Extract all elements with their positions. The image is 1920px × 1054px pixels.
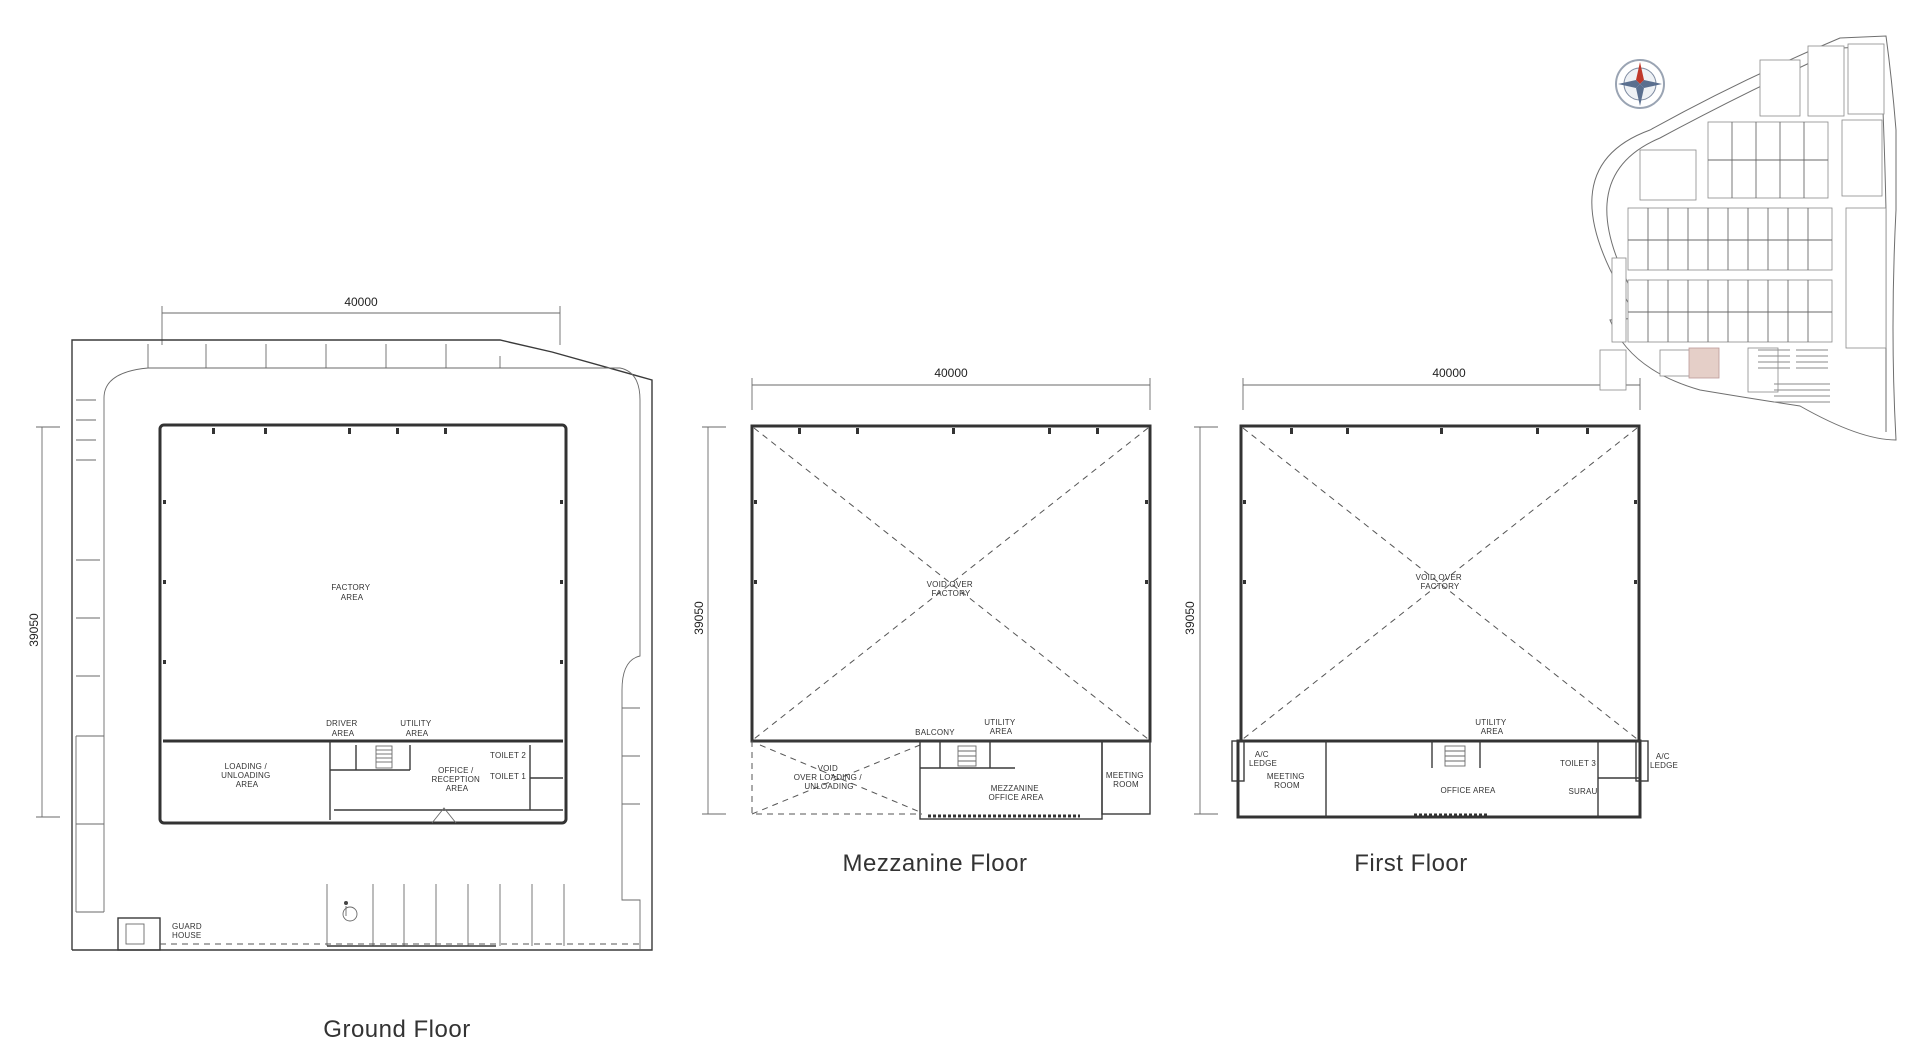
first-label-meeting: MEETING ROOM (1266, 772, 1305, 790)
wheelchair-icon (343, 901, 357, 921)
ground-driveway-edge (104, 344, 640, 950)
ground-depth-label: 39050 (27, 613, 41, 647)
room-label-office: OFFICE / RECEPTION AREA (431, 766, 481, 793)
first-depth-label: 39050 (1183, 601, 1197, 635)
first-label-void-factory: VOID OVER FACTORY (1415, 573, 1462, 591)
first-label-office: OFFICE AREA (1440, 786, 1496, 795)
room-label-toilet-1: TOILET 1 (490, 772, 526, 781)
mezzanine-stairs (958, 746, 976, 766)
first-width-label: 40000 (1432, 366, 1466, 380)
ground-floor-plan (27, 295, 652, 1043)
ground-stairs (376, 746, 392, 768)
mezzanine-width-label: 40000 (934, 366, 968, 380)
room-label-utility: UTILITY AREA (400, 719, 432, 738)
first-label-utility: UTILITY AREA (1475, 718, 1507, 736)
key-plan-highlighted-lot (1689, 348, 1719, 378)
ground-floor-title: Ground Floor (323, 1016, 471, 1043)
mezz-label-balcony: BALCONY (915, 728, 955, 737)
ground-columns (163, 428, 563, 664)
first-floor-plan (1183, 366, 1678, 877)
mezz-label-meeting: MEETING ROOM (1105, 771, 1144, 789)
ground-left-parking (76, 400, 104, 912)
mezz-label-void-factory: VOID OVER FACTORY (926, 580, 973, 598)
first-depth-dimension (1183, 427, 1218, 814)
ground-building-wall (160, 425, 566, 823)
mezzanine-floor-plan (692, 366, 1150, 877)
first-label-ac-ledge-right: A/C LEDGE (1649, 752, 1679, 770)
room-label-guard-house: GUARD HOUSE (172, 922, 202, 940)
room-label-driver: DRIVER AREA (326, 719, 358, 738)
mezzanine-depth-label: 39050 (692, 601, 706, 635)
mezzanine-width-dimension (752, 366, 1150, 410)
ground-bottom-parking (160, 884, 640, 946)
room-label-toilet-2: TOILET 2 (490, 751, 526, 760)
room-label-loading: LOADING / UNLOADING AREA (221, 762, 271, 789)
ground-depth-dimension (27, 427, 60, 817)
mezz-label-void-loading: VOID OVER LOADING / UNLOADING (793, 764, 862, 791)
ground-width-label: 40000 (344, 295, 378, 309)
first-floor-title: First Floor (1354, 850, 1468, 877)
key-plan (1592, 36, 1896, 440)
ground-width-dimension (162, 295, 560, 345)
first-label-surau: SURAU (1568, 787, 1598, 796)
first-label-ac-ledge-left: A/C LEDGE (1248, 750, 1278, 768)
first-columns (1243, 428, 1637, 584)
mezzanine-columns (754, 428, 1148, 584)
mezzanine-depth-dimension (692, 427, 726, 814)
room-label-factory: FACTORY AREA (331, 583, 371, 602)
first-label-toilet-3: TOILET 3 (1560, 759, 1596, 768)
first-ac-ledge-right (1636, 741, 1648, 781)
compass-icon (1616, 60, 1664, 108)
mezz-label-utility: UTILITY AREA (984, 718, 1016, 736)
mezz-label-office: MEZZANINE OFFICE AREA (988, 784, 1044, 802)
first-width-dimension (1243, 366, 1640, 410)
first-stairs (1445, 746, 1465, 766)
mezzanine-floor-title: Mezzanine Floor (842, 850, 1028, 877)
guard-house (118, 918, 160, 950)
mezzanine-office-outline (920, 741, 1102, 819)
